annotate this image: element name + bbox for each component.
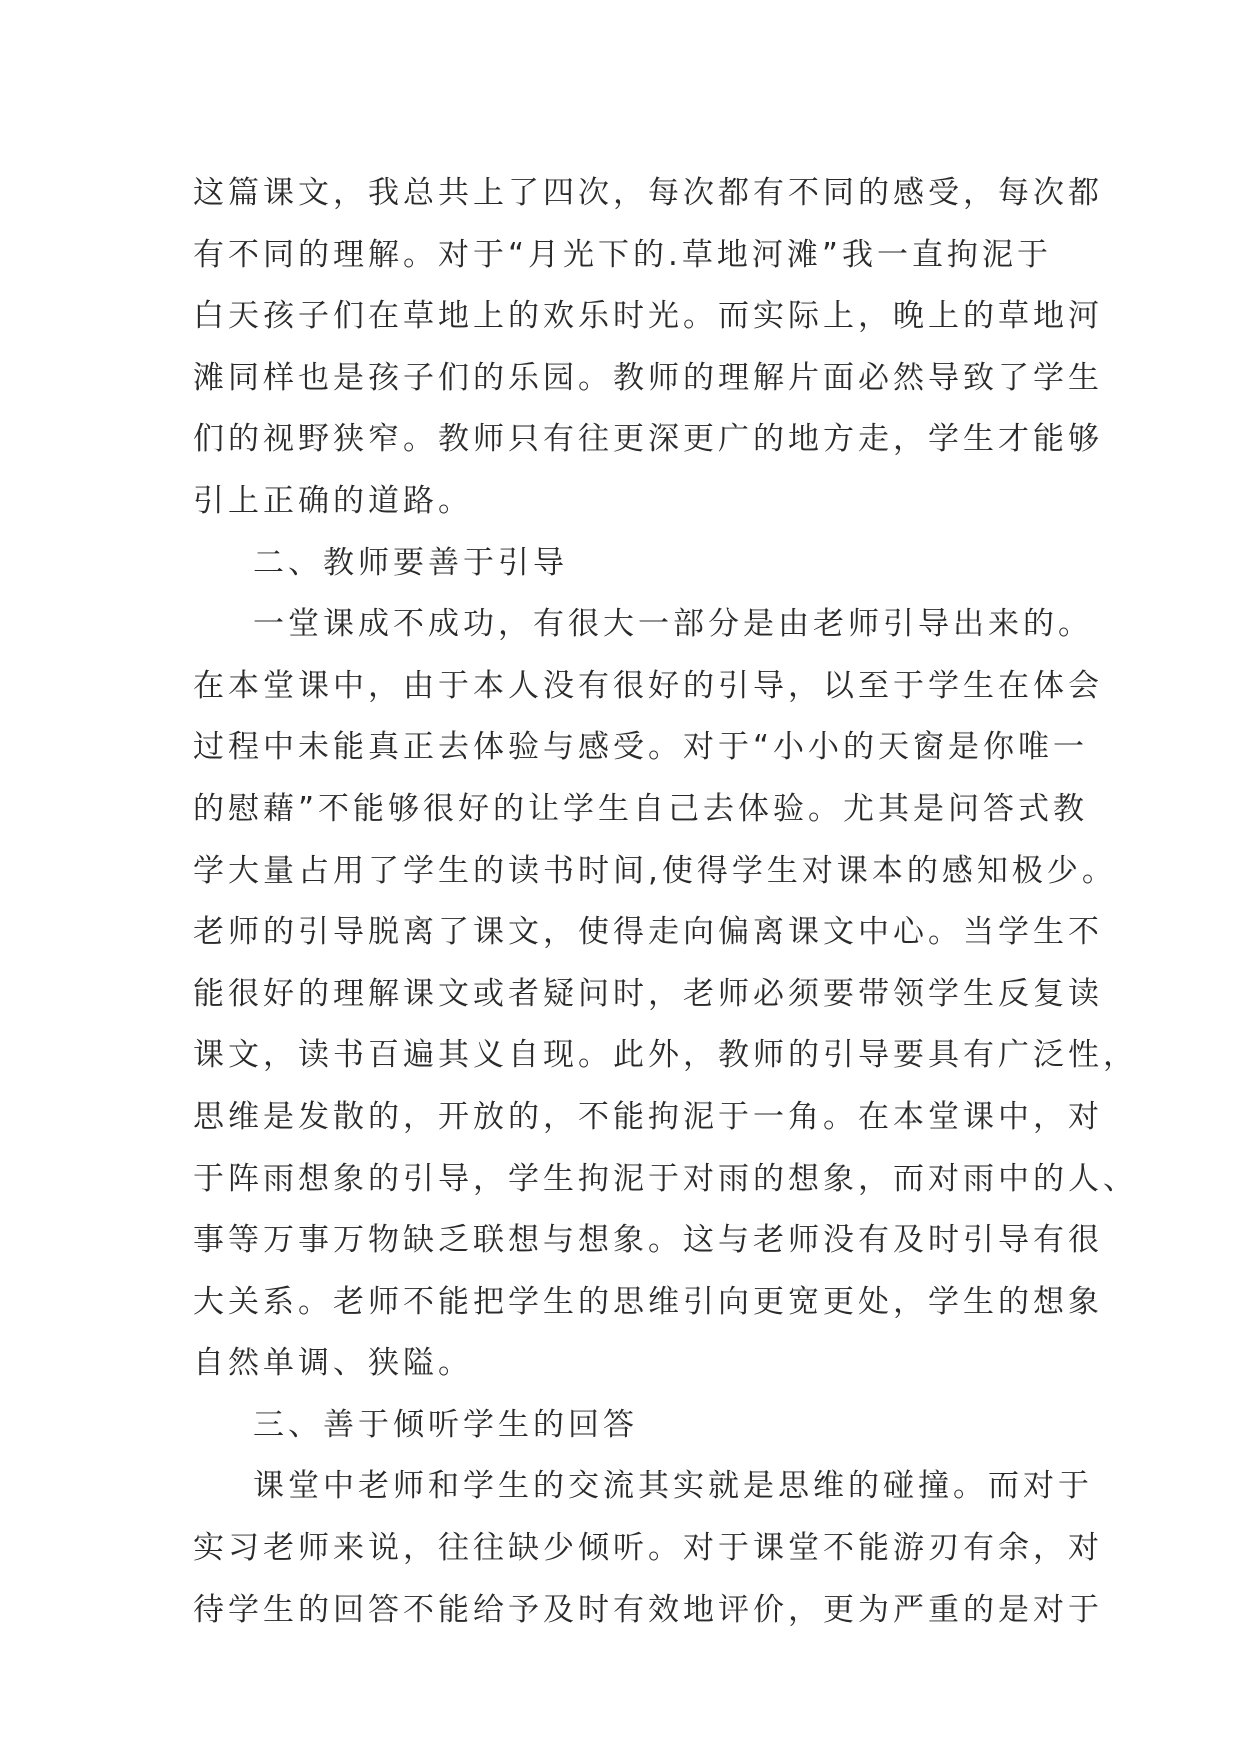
text-line: 滩同样也是孩子们的乐园。教师的理解片面必然导致了学生 [193,359,1103,396]
text-line: 实习老师来说，往往缺少倾听。对于课堂不能游刃有余，对 [193,1530,1103,1567]
text-line: 老师的引导脱离了课文，使得走向偏离课文中心。当学生不 [193,914,1103,951]
body-text [193,163,1138,1641]
text-line: 有不同的理解。对于“月光下的.草地河滩”我一直拘泥于 [193,236,1052,273]
text-line: 学大量占用了学生的读书时间,使得学生对课本的感知极少。 [193,852,1117,889]
text-line: 自然单调、狭隘。 [193,1345,473,1382]
text-line: 待学生的回答不能给予及时有效地评价，更为严重的是对于 [193,1591,1103,1628]
paragraph-start-line: 二、教师要善于引导 [253,544,568,581]
text-line: 过程中未能真正去体验与感受。对于“小小的天窗是你唯一 [193,729,1089,766]
text-line: 大关系。老师不能把学生的思维引向更宽更处，学生的想象 [193,1283,1103,1320]
text-line: 在本堂课中，由于本人没有很好的引导，以至于学生在体会 [193,667,1103,704]
text-line: 白天孩子们在草地上的欢乐时光。而实际上，晚上的草地河 [193,298,1103,335]
paragraph-start-line: 三、善于倾听学生的回答 [253,1406,638,1443]
text-line: 的慰藉”不能够很好的让学生自己去体验。尤其是问答式教 [193,790,1089,827]
text-line: 能很好的理解课文或者疑问时，老师必须要带领学生反复读 [193,975,1103,1012]
text-line: 课文，读书百遍其义自现。此外，教师的引导要具有广泛性， [193,1037,1138,1074]
text-line: 们的视野狭窄。教师只有往更深更广的地方走，学生才能够 [193,421,1103,458]
paragraph-start-line: 课堂中老师和学生的交流其实就是思维的碰撞。而对于 [253,1468,1093,1505]
text-line: 这篇课文，我总共上了四次，每次都有不同的感受，每次都 [193,175,1103,211]
paragraph-start-line: 一堂课成不成功，有很大一部分是由老师引导出来的。 [253,606,1093,643]
text-line: 事等万事万物缺乏联想与想象。这与老师没有及时引导有很 [193,1222,1103,1259]
text-line: 思维是发散的，开放的，不能拘泥于一角。在本堂课中，对 [193,1098,1103,1135]
text-line: 引上正确的道路。 [193,482,473,519]
text-line: 于阵雨想象的引导，学生拘泥于对雨的想象，而对雨中的人、 [193,1160,1138,1197]
